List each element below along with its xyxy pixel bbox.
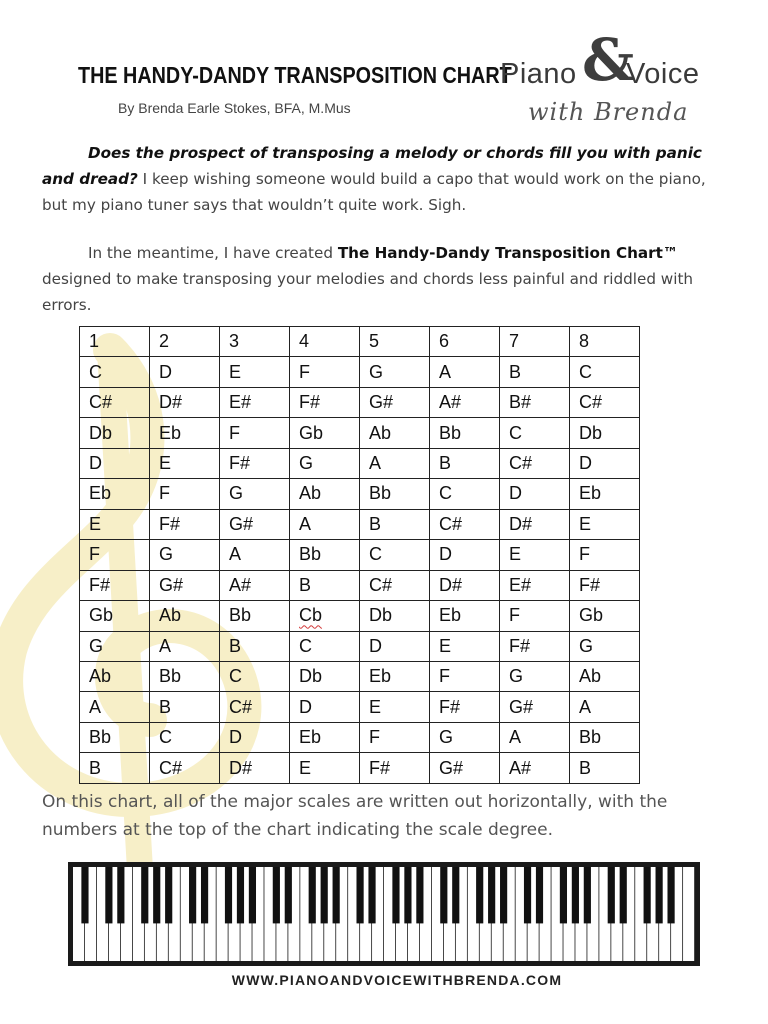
black-key — [81, 867, 88, 923]
black-key — [416, 867, 423, 923]
black-key — [560, 867, 567, 923]
logo-subline: with Brenda — [528, 98, 689, 126]
intro-paragraph-1-text: I keep wishing someone would build a capo that would work on the piano, but my piano tuner says that wouldn’t quite work. Sigh. — [42, 170, 706, 214]
note-cell: G — [220, 479, 290, 509]
logo-word-voice: Voice — [626, 58, 700, 90]
table-row — [80, 448, 640, 478]
note-cell: Ab — [150, 601, 220, 631]
black-key — [333, 867, 340, 923]
table-row — [80, 570, 640, 600]
black-key — [201, 867, 208, 923]
note-cell: E — [80, 509, 150, 539]
black-key — [524, 867, 531, 923]
scale-degree-header: 4 — [290, 327, 360, 357]
note-cell: G — [150, 540, 220, 570]
note-cell: Eb — [150, 418, 220, 448]
note-cell: C — [430, 479, 500, 509]
note-cell: B — [500, 357, 570, 387]
note-cell: D — [500, 479, 570, 509]
scale-degree-header: 3 — [220, 327, 290, 357]
note-cell: A# — [500, 753, 570, 784]
note-cell: G — [360, 357, 430, 387]
note-cell: G# — [150, 570, 220, 600]
note-cell: G — [430, 722, 500, 752]
note-cell: F — [80, 540, 150, 570]
note-cell: F — [150, 479, 220, 509]
black-key — [656, 867, 663, 923]
note-cell: C# — [500, 448, 570, 478]
note-cell: Db — [80, 418, 150, 448]
black-key — [165, 867, 172, 923]
note-cell: Db — [290, 661, 360, 691]
scale-degree-header: 8 — [570, 327, 640, 357]
note-cell: A — [570, 692, 640, 722]
note-cell: B — [220, 631, 290, 661]
note-cell: G# — [220, 509, 290, 539]
chart-product-name: The Handy-Dandy Transposition Chart™ — [337, 244, 679, 262]
note-cell: F# — [80, 570, 150, 600]
note-cell: C# — [150, 753, 220, 784]
intro-paragraph-1 — [42, 140, 732, 218]
note-cell: B — [150, 692, 220, 722]
note-cell: C# — [220, 692, 290, 722]
black-key — [584, 867, 591, 923]
black-key — [452, 867, 459, 923]
page-title: THE HANDY-DANDY TRANSPOSITION CHART — [78, 62, 512, 88]
note-cell: D# — [430, 570, 500, 600]
note-cell: D — [570, 448, 640, 478]
note-cell: B — [290, 570, 360, 600]
note-cell: E — [500, 540, 570, 570]
black-key — [225, 867, 232, 923]
scale-degree-header: 1 — [80, 327, 150, 357]
table-row — [80, 418, 640, 448]
note-cell: Gb — [290, 418, 360, 448]
note-cell: Ab — [570, 661, 640, 691]
note-cell: Bb — [220, 601, 290, 631]
note-cell: Ab — [360, 418, 430, 448]
note-cell: Bb — [570, 722, 640, 752]
note-cell: B — [430, 448, 500, 478]
note-cell: E — [220, 357, 290, 387]
note-cell: C# — [360, 570, 430, 600]
note-cell: G — [500, 661, 570, 691]
note-cell: E — [570, 509, 640, 539]
note-cell: F# — [570, 570, 640, 600]
black-key — [404, 867, 411, 923]
note-cell: D — [290, 692, 360, 722]
logo-ampersand: & — [582, 26, 635, 94]
note-cell: C — [290, 631, 360, 661]
table-row — [80, 601, 640, 631]
note-cell: G# — [360, 387, 430, 417]
note-cell: F# — [430, 692, 500, 722]
black-key — [105, 867, 112, 923]
logo-word-piano: Piano — [500, 58, 577, 90]
black-key — [488, 867, 495, 923]
black-key — [476, 867, 483, 923]
note-cell: F — [360, 722, 430, 752]
black-key — [321, 867, 328, 923]
black-key — [356, 867, 363, 923]
table-row — [80, 753, 640, 784]
table-row — [80, 661, 640, 691]
note-cell: G# — [500, 692, 570, 722]
note-cell: Eb — [570, 479, 640, 509]
note-cell: Gb — [570, 601, 640, 631]
note-cell: C# — [80, 387, 150, 417]
black-key — [189, 867, 196, 923]
note-cell: Ab — [290, 479, 360, 509]
note-cell: F# — [500, 631, 570, 661]
intro-paragraph-2 — [42, 240, 732, 318]
transposition-table — [79, 326, 640, 784]
note-cell: D# — [220, 753, 290, 784]
table-header-row — [80, 327, 640, 357]
note-cell: Eb — [430, 601, 500, 631]
black-key — [237, 867, 244, 923]
note-cell: D — [430, 540, 500, 570]
note-cell: A — [360, 448, 430, 478]
black-key — [536, 867, 543, 923]
note-cell: B — [80, 753, 150, 784]
author-byline: By Brenda Earle Stokes, BFA, M.Mus — [118, 100, 351, 116]
note-cell: E — [430, 631, 500, 661]
note-cell: Ab — [80, 661, 150, 691]
note-cell: A — [80, 692, 150, 722]
note-cell: C# — [430, 509, 500, 539]
note-cell: F — [220, 418, 290, 448]
note-cell: D — [80, 448, 150, 478]
black-key — [572, 867, 579, 923]
intro-question: Does the prospect of transposing a melody or chords fill you with panic and dread? — [42, 144, 702, 188]
note-cell: Bb — [150, 661, 220, 691]
table-row — [80, 631, 640, 661]
note-cell: D# — [500, 509, 570, 539]
white-key — [683, 867, 694, 961]
black-key — [644, 867, 651, 923]
note-cell: D# — [150, 387, 220, 417]
black-key — [141, 867, 148, 923]
table-row — [80, 357, 640, 387]
note-cell: D — [220, 722, 290, 752]
table-row — [80, 722, 640, 752]
note-cell: Cb — [290, 601, 360, 631]
note-cell: Bb — [430, 418, 500, 448]
note-cell: C — [220, 661, 290, 691]
black-key — [249, 867, 256, 923]
scale-degree-header: 5 — [360, 327, 430, 357]
black-key — [667, 867, 674, 923]
note-cell: F# — [360, 753, 430, 784]
note-cell: E# — [500, 570, 570, 600]
note-cell: A — [150, 631, 220, 661]
note-cell: B — [570, 753, 640, 784]
note-cell: F — [430, 661, 500, 691]
note-cell: Eb — [290, 722, 360, 752]
note-cell: C — [570, 357, 640, 387]
chart-caption: On this chart, all of the major scales are written out horizontally, with the numbers at the top of the chart indicating the scale degree. — [42, 792, 668, 840]
intro-paragraph-2-text: designed to make transposing your melodies and chords less painful and riddled with errors. — [42, 270, 694, 314]
note-cell: B# — [500, 387, 570, 417]
scale-degree-header: 6 — [430, 327, 500, 357]
note-cell: G — [570, 631, 640, 661]
note-cell: Gb — [80, 601, 150, 631]
note-cell: Bb — [80, 722, 150, 752]
note-cell: F# — [290, 387, 360, 417]
note-cell: E — [290, 753, 360, 784]
note-cell: E# — [220, 387, 290, 417]
note-cell: C — [150, 722, 220, 752]
note-cell: G — [290, 448, 360, 478]
black-key — [368, 867, 375, 923]
scale-degree-header: 2 — [150, 327, 220, 357]
note-cell: A# — [220, 570, 290, 600]
note-cell: E — [150, 448, 220, 478]
note-cell: G — [80, 631, 150, 661]
note-cell: A — [220, 540, 290, 570]
note-cell: F — [500, 601, 570, 631]
note-cell: C — [80, 357, 150, 387]
note-cell: Db — [360, 601, 430, 631]
piano-keyboard-icon — [68, 862, 700, 966]
note-cell: B — [360, 509, 430, 539]
black-key — [392, 867, 399, 923]
black-key — [285, 867, 292, 923]
note-cell: Bb — [290, 540, 360, 570]
note-cell: C — [360, 540, 430, 570]
table-row — [80, 387, 640, 417]
website-url: WWW.PIANOANDVOICEWITHBRENDA.COM — [231, 972, 563, 988]
table-row — [80, 692, 640, 722]
note-cell: A# — [430, 387, 500, 417]
note-cell: F — [290, 357, 360, 387]
note-cell: G# — [430, 753, 500, 784]
black-key — [273, 867, 280, 923]
note-cell: F — [570, 540, 640, 570]
black-key — [309, 867, 316, 923]
note-cell: D — [360, 631, 430, 661]
intro-paragraph-2-start: In the meantime, I have created — [88, 244, 338, 262]
note-cell: Bb — [360, 479, 430, 509]
note-cell: A — [290, 509, 360, 539]
table-row — [80, 509, 640, 539]
table-row — [80, 479, 640, 509]
black-key — [620, 867, 627, 923]
black-key — [500, 867, 507, 923]
note-cell: D — [150, 357, 220, 387]
note-cell: A — [430, 357, 500, 387]
black-key — [153, 867, 160, 923]
note-cell: Db — [570, 418, 640, 448]
black-key — [117, 867, 124, 923]
note-cell: F# — [150, 509, 220, 539]
note-cell: C# — [570, 387, 640, 417]
table-row — [80, 540, 640, 570]
note-cell: Eb — [80, 479, 150, 509]
note-cell: C — [500, 418, 570, 448]
brand-logo — [498, 28, 718, 132]
note-cell: A — [500, 722, 570, 752]
black-key — [440, 867, 447, 923]
note-cell: F# — [220, 448, 290, 478]
black-key — [608, 867, 615, 923]
scale-degree-header: 7 — [500, 327, 570, 357]
note-cell: Eb — [360, 661, 430, 691]
note-cell: E — [360, 692, 430, 722]
